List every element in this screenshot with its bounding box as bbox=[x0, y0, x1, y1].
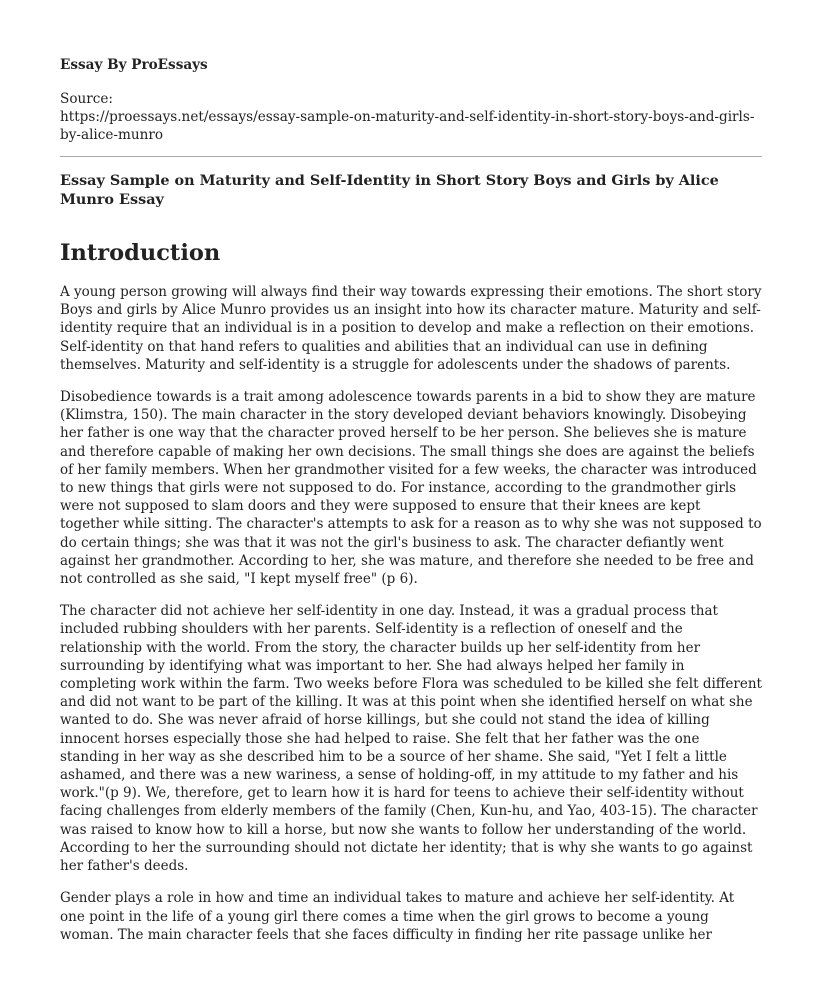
divider bbox=[60, 156, 762, 157]
paragraph: The character did not achieve her self-identity in one day. Instead, it was a gradual process that included rubbing shoulders with her parents. Self-identity is a reflection of oneself and the relationship with the world. From the story, the character builds up her self-identity from her surrounding by identifying what was important to her. She had always helped her family in completing work within the farm. Two weeks before Flora was scheduled to be killed she felt different and did not want to be part of the killing. It was at this point when she identified herself on what she wanted to do. She was never afraid of horse killings, but she could not stand the idea of killing innocent horses especially those she had helped to raise. She felt that her father was the one standing in her way as she described him to be a source of her shame. She said, "Yet I felt a little ashamed, and there was a new wariness, a sense of holding-off, in my attitude to my father and his work."(p 9). We, therefore, get to learn how it is hard for teens to achieve their self-identity without facing challenges from elderly members of the family (Chen, Kun-hu, and Yao, 403-15). The character was raised to know how to kill a horse, but now she wants to follow her understanding of the world. According to her the surrounding should not dictate her identity; that is why she wants to go against her father's deeds. bbox=[60, 603, 762, 875]
paragraph: Disobedience towards is a trait among adolescence towards parents in a bid to show they are mature (Klimstra, 150). The main character in the story developed deviant behaviors knowingly. Disobeying her father is one way that the character proved herself to be her person. She believes she is mature and therefore capable of making her own decisions. The small things she does are against the beliefs of her family members. When her grandmother visited for a few weeks, the character was introduced to new things that girls were not supposed to do. For instance, according to the grandmother girls were not supposed to slam doors and they were supposed to ensure that their knees are kept together while sitting. The character's attempts to ask for a reason as to why she was not supposed to do certain things; she was that it was not the girl's business to ask. The character defiantly went against her grandmother. According to her, she was mature, and therefore she needed to be free and not controlled as she said, "I kept myself free" (p 6). bbox=[60, 389, 762, 588]
byline: Essay By ProEssays bbox=[60, 57, 208, 73]
paragraph: Gender plays a role in how and time an individual takes to mature and achieve her self-identity. At one point in the life of a young girl there comes a time when the girl grows to become a young woman. The main character feels that she faces difficulty in finding her rite passage unlike her bbox=[60, 890, 735, 943]
essay-title: Essay Sample on Maturity and Self-Identity in Short Story Boys and Girls by Alice Munro Essay bbox=[60, 172, 719, 208]
paragraph: A young person growing will always find their way towards expressing their emotions. The short story Boys and girls by Alice Munro provides us an insight into how its character mature. Maturity and self-identity require that an individual is in a position to develop and make a reflection on their emotions. Self-identity on that hand refers to qualities and abilities that an individual can use in defining themselves. Maturity and self-identity is a struggle for adolescents under the shadows of parents. bbox=[60, 284, 762, 373]
section-heading: Introduction bbox=[60, 240, 221, 266]
source-label: Source: bbox=[60, 91, 113, 107]
source-block bbox=[60, 90, 762, 144]
source-url: https://proessays.net/essays/essay-sample-on-maturity-and-self-identity-in-short-story-boys-and-girls-by-alice-munro bbox=[60, 109, 755, 143]
